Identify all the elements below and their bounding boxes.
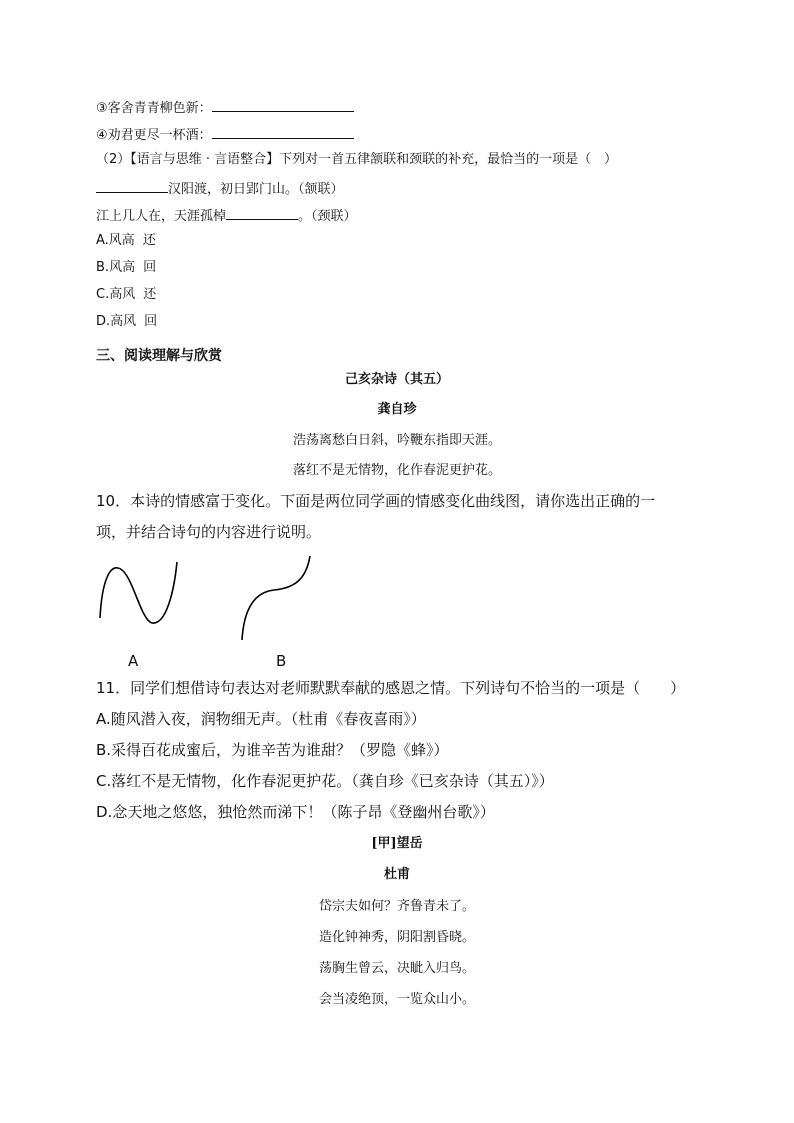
emotion-curve-b — [242, 556, 310, 640]
option-letter: C. — [96, 287, 110, 302]
option-word-2: 还 — [143, 287, 157, 302]
q11-option-c[interactable]: C.落红不是无情物，化作春泥更护花。（龚自珍《已亥杂诗（其五）》） — [96, 772, 554, 790]
answer-blank-couplet-2[interactable] — [226, 205, 298, 220]
q9-sub-question-2: （2）【语言与思维 · 言语整合】下列对一首五律颔联和颈联的补充，最恰当的一项是（ ） — [96, 152, 618, 167]
answer-blank-4[interactable] — [212, 124, 354, 139]
poem-1-author: 龚自珍 — [377, 402, 417, 417]
q11-option-d[interactable]: D.念天地之悠悠，独怆然而涕下！（陈子昂《登幽州台歌》） — [96, 803, 495, 821]
q9-item-4-text: ④劝君更尽一杯酒： — [96, 128, 212, 143]
q9-poem-line-2-pre: 江上几人在，天涯孤棹 — [96, 209, 227, 224]
q10-stem-line-1: 10．本诗的情感富于变化。下面是两位同学画的情感变化曲线图，请你选出正确的一 — [96, 492, 656, 510]
q9-option-a[interactable] — [96, 232, 156, 250]
poem-1-line-1: 浩荡离愁白日斜，吟鞭东指即天涯。 — [292, 433, 501, 448]
q9-option-b[interactable] — [96, 259, 156, 277]
curve-label-b: B — [276, 652, 287, 670]
poem-2-line-4: 会当凌绝顶，一览众山小。 — [318, 992, 475, 1007]
poem-2-title: [甲]望岳 — [371, 836, 423, 851]
option-letter: B. — [96, 260, 110, 275]
emotion-curve-a — [100, 562, 177, 623]
curve-label-a: A — [128, 652, 139, 670]
q9-poem-line-2-post: 。（颈联） — [298, 209, 357, 224]
answer-blank-couplet-1[interactable] — [96, 178, 168, 193]
answer-blank-3[interactable] — [212, 97, 354, 112]
q9-item-3 — [96, 97, 354, 118]
q11-stem: 11．同学们想借诗句表达对老师默默奉献的感恩之情。下列诗句不恰当的一项是（ ） — [96, 679, 686, 697]
q11-option-a[interactable]: A.随风潜入夜，润物细无声。（杜甫《春夜喜雨》） — [96, 710, 426, 728]
q11-option-b[interactable]: B.采得百花成蜜后，为谁辛苦为谁甜？（罗隐《蜂》） — [96, 741, 449, 759]
q10-stem-line-2: 项，并结合诗句的内容进行说明。 — [96, 523, 322, 541]
option-word-2: 回 — [144, 314, 158, 329]
q9-poem-line-1-text: 汉阳渡，初日郢门山。（颔联） — [168, 182, 344, 197]
option-word-2: 还 — [142, 233, 156, 248]
option-letter: A. — [96, 233, 109, 248]
poem-2-line-1: 岱宗夫如何？齐鲁青未了。 — [318, 899, 475, 914]
poem-2-line-2: 造化钟神秀，阴阳割昏晓。 — [318, 930, 475, 945]
poem-2-line-3: 荡胸生曾云，决眦入归鸟。 — [318, 961, 475, 976]
q9-poem-line-1 — [96, 178, 344, 199]
emotion-curve-diagram — [92, 556, 322, 646]
poem-2-author: 杜甫 — [383, 867, 410, 882]
section-3-heading: 三、阅读理解与欣赏 — [96, 348, 222, 364]
q9-poem-line-2 — [96, 205, 357, 226]
option-word-2: 回 — [143, 260, 157, 275]
option-word-1: 风高 — [108, 233, 135, 248]
option-word-1: 高风 — [109, 287, 136, 302]
q9-item-4 — [96, 124, 354, 145]
option-word-1: 高风 — [110, 314, 137, 329]
option-letter: D. — [96, 314, 111, 329]
q9-item-3-text: ③客舍青青柳色新： — [96, 101, 212, 116]
q9-option-d[interactable] — [96, 313, 157, 331]
poem-1-line-2: 落红不是无情物，化作春泥更护花。 — [292, 463, 501, 478]
q9-option-c[interactable] — [96, 286, 156, 304]
option-word-1: 风高 — [109, 260, 136, 275]
poem-1-title: 己亥杂诗（其五） — [344, 372, 449, 387]
